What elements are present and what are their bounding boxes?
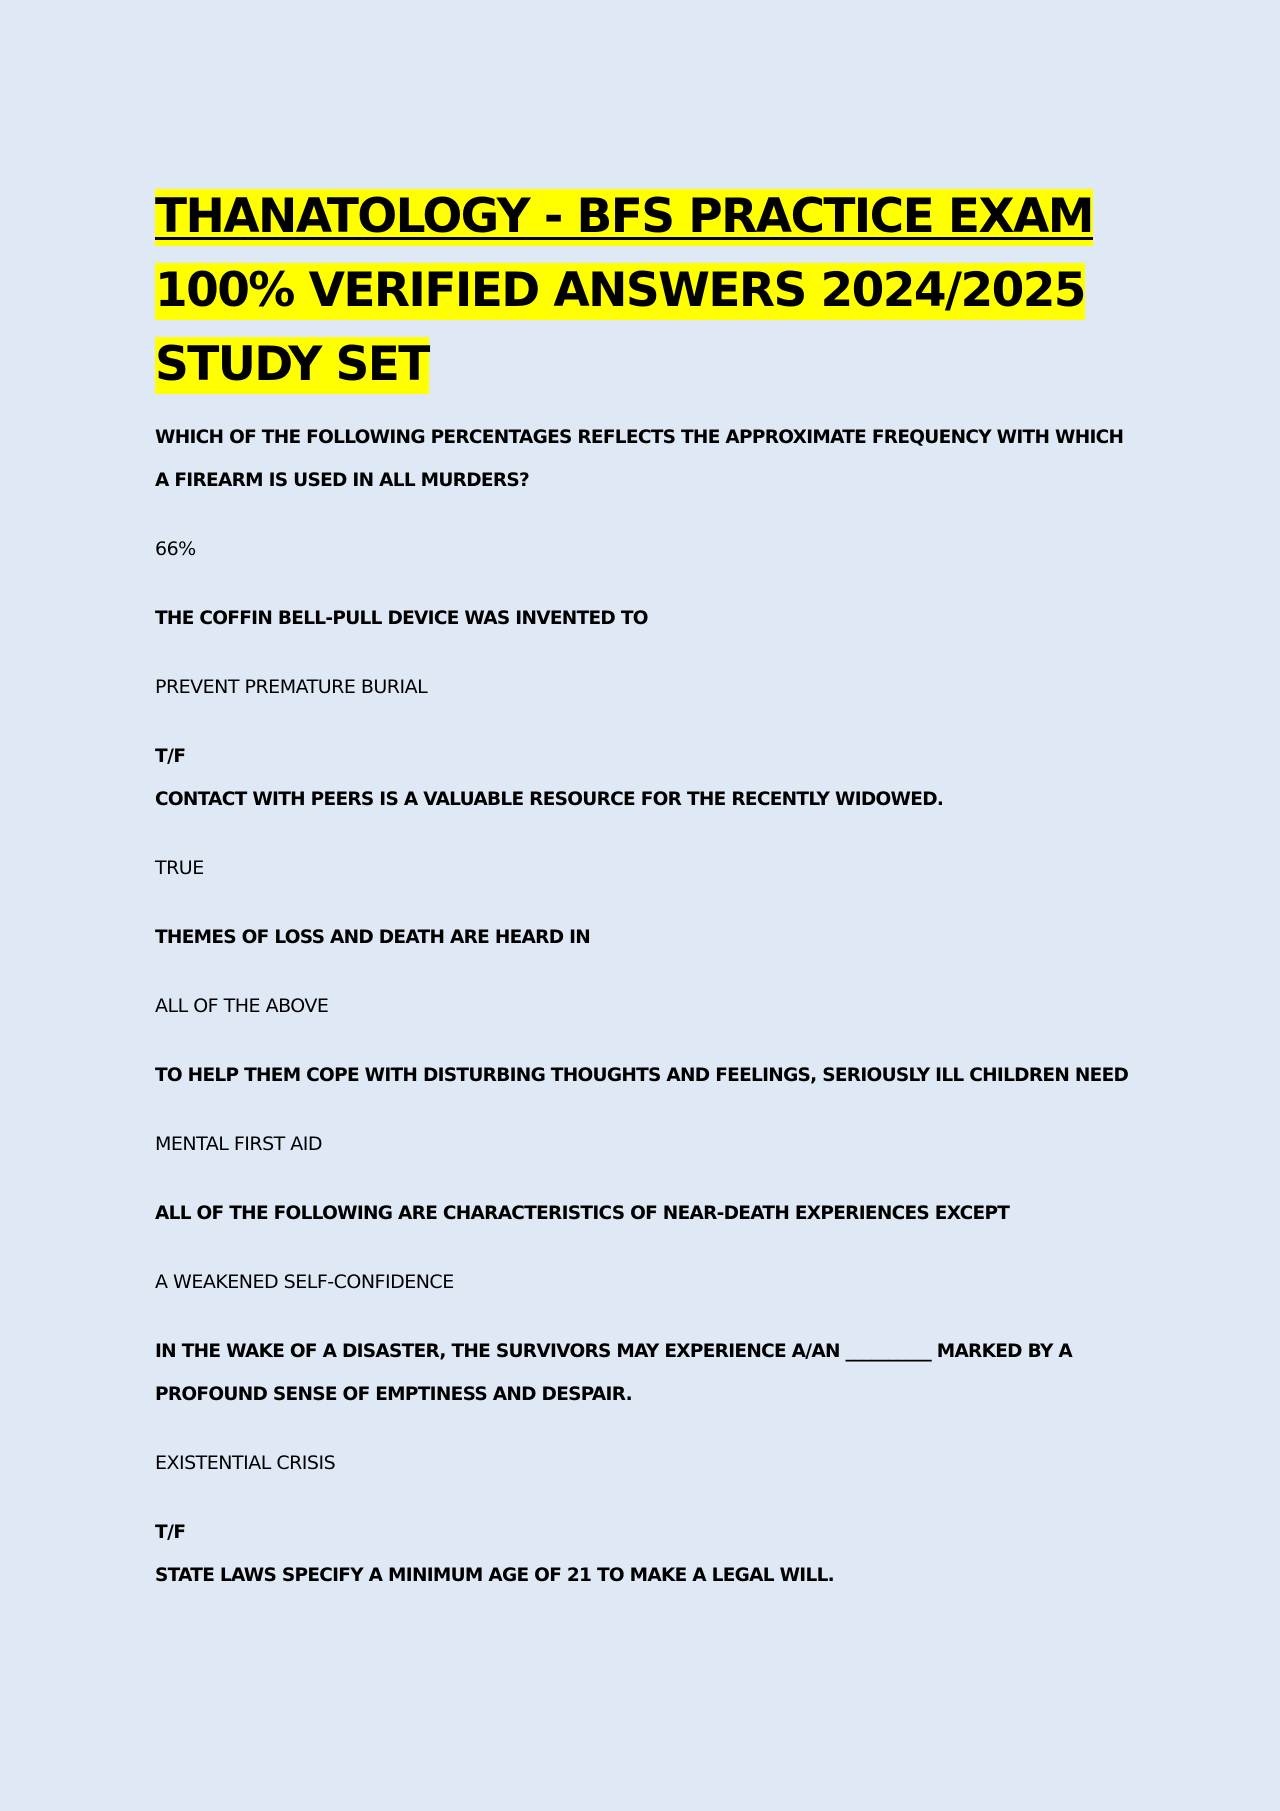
question-text: CONTACT WITH PEERS IS A VALUABLE RESOURCE FOR THE RECENTLY WIDOWED.	[155, 789, 944, 810]
qa-item	[155, 597, 1155, 709]
qa-item	[155, 1192, 1155, 1304]
question-text: STATE LAWS SPECIFY A MINIMUM AGE OF 21 TO MAKE A LEGAL WILL.	[155, 1565, 834, 1586]
qa-item	[155, 1054, 1155, 1166]
qa-item	[155, 916, 1155, 1028]
question-text: TO HELP THEM COPE WITH DISTURBING THOUGHTS AND FEELINGS, SERIOUSLY ILL CHILDREN NEED	[155, 1065, 1129, 1086]
question-text: THE COFFIN BELL-PULL DEVICE WAS INVENTED TO	[155, 608, 648, 629]
document-page	[155, 180, 1155, 1597]
answer-text: EXISTENTIAL CRISIS	[155, 1452, 336, 1474]
qa-item	[155, 735, 1155, 890]
question-text: ALL OF THE FOLLOWING ARE CHARACTERISTICS OF NEAR-DEATH EXPERIENCES EXCEPT	[155, 1203, 1010, 1224]
answer-text: TRUE	[155, 857, 204, 879]
document-title	[155, 180, 1155, 402]
qa-item	[155, 416, 1155, 571]
answer-text: ALL OF THE ABOVE	[155, 995, 329, 1017]
true-false-marker: T/F	[155, 746, 186, 767]
title-line-2: 100% VERIFIED ANSWERS 2024/2025	[155, 263, 1085, 318]
question-text: WHICH OF THE FOLLOWING PERCENTAGES REFLECTS THE APPROXIMATE FREQUENCY WITH WHICH A FIREARM IS USED IN ALL MURDERS?	[155, 427, 1124, 491]
qa-item	[155, 1330, 1155, 1485]
question-text: IN THE WAKE OF A DISASTER, THE SURVIVORS MAY EXPERIENCE A/AN __________ MARKED BY A PROFOUND SENSE OF EMPTINESS AND DESPAIR.	[155, 1341, 1073, 1405]
title-line-3: STUDY SET	[155, 337, 429, 392]
answer-text: 66%	[155, 538, 196, 560]
question-text: THEMES OF LOSS AND DEATH ARE HEARD IN	[155, 927, 591, 948]
answer-text: MENTAL FIRST AID	[155, 1133, 323, 1155]
true-false-marker: T/F	[155, 1522, 186, 1543]
answer-text: PREVENT PREMATURE BURIAL	[155, 676, 428, 698]
title-line-1: THANATOLOGY - BFS PRACTICE EXAM	[155, 189, 1093, 244]
qa-item	[155, 1511, 1155, 1597]
answer-text: A WEAKENED SELF-CONFIDENCE	[155, 1271, 454, 1293]
